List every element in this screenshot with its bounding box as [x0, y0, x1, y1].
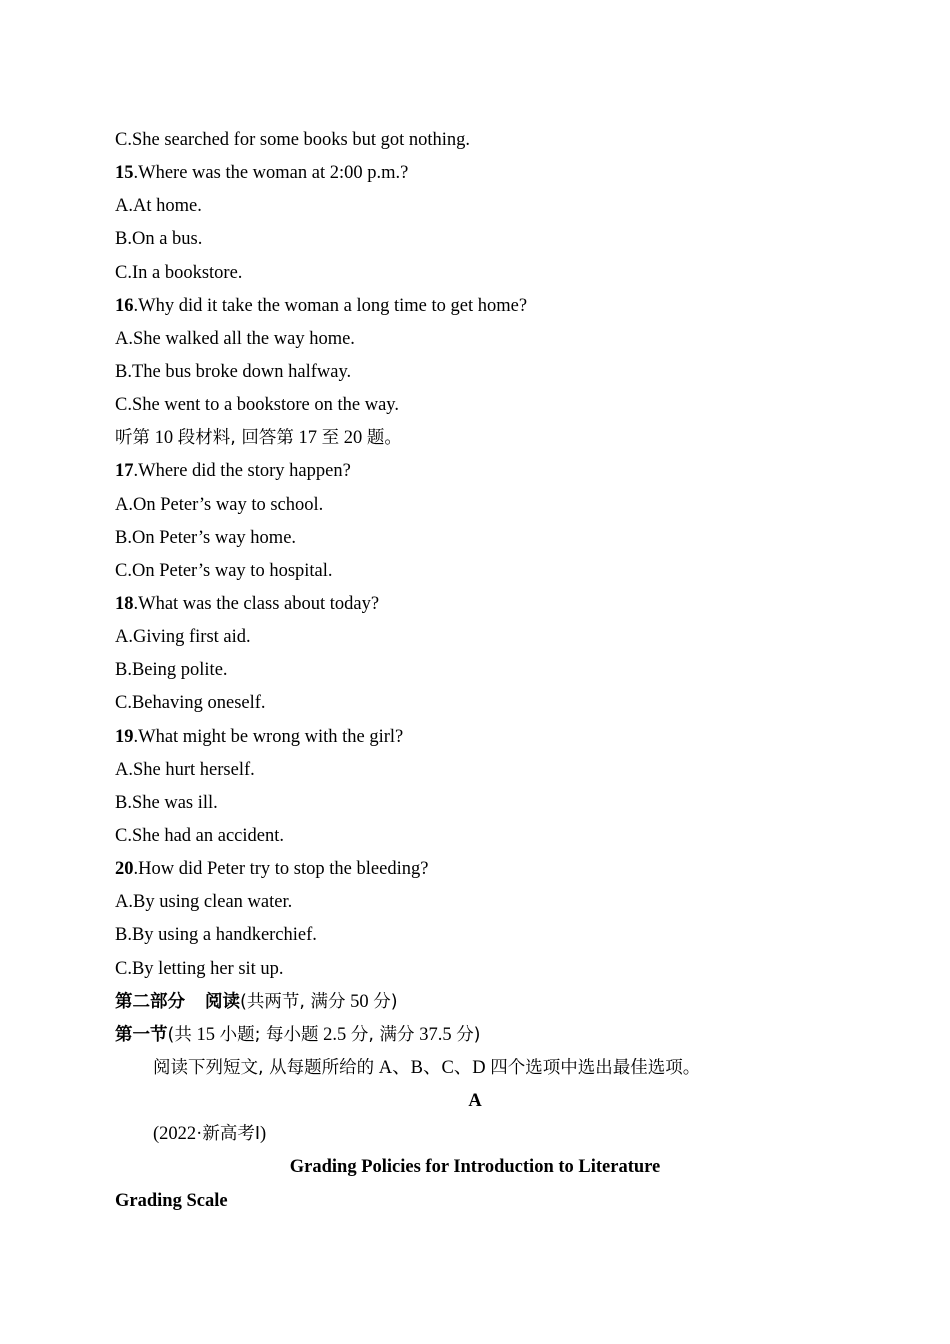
- q18-option-c: C.Behaving oneself.: [115, 693, 266, 714]
- question-18: [115, 588, 835, 621]
- q16-option-a: A.She walked all the way home.: [115, 328, 355, 349]
- question-number: 17: [115, 461, 134, 482]
- question-number: 20: [115, 859, 134, 880]
- question-19: [115, 721, 835, 754]
- q17-option-b: B.On Peter’s way home.: [115, 527, 297, 548]
- q16-option-c: C.She went to a bookstore on the way.: [115, 395, 399, 416]
- question-number: 18: [115, 593, 134, 614]
- question-text: .Why did it take the woman a long time to get home?: [133, 295, 528, 316]
- q15-option-b: B.On a bus.: [115, 229, 203, 250]
- q18-option-a: A.Giving first aid.: [115, 627, 251, 648]
- q17-option-c: C.On Peter’s way to hospital.: [115, 560, 333, 581]
- passage-source: (2022·新高考Ⅰ): [153, 1124, 267, 1145]
- passage-title: Grading Policies for Introduction to Literature: [289, 1157, 661, 1178]
- question-number: 19: [115, 726, 134, 747]
- q19-option-a: A.She hurt herself.: [115, 759, 255, 780]
- question-number: 15: [115, 163, 134, 184]
- question-text: .How did Peter try to stop the bleeding?: [133, 859, 429, 880]
- question-text: .Where was the woman at 2:00 p.m.?: [133, 163, 409, 184]
- question-text: .What was the class about today?: [133, 593, 380, 614]
- part2-heading: 第二部分 阅读(共两节, 满分 50 分): [115, 991, 398, 1012]
- question-20: [115, 853, 835, 886]
- q16-option-b: B.The bus broke down halfway.: [115, 361, 352, 382]
- q15-option-a: A.At home.: [115, 196, 202, 217]
- q20-option-c: C.By letting her sit up.: [115, 958, 284, 979]
- question-16: [115, 290, 835, 323]
- q15-option-c: C.In a bookstore.: [115, 262, 243, 283]
- listening-section-instruction: 听第 10 段材料, 回答第 17 至 20 题。: [115, 428, 402, 449]
- q19-option-c: C.She had an accident.: [115, 825, 285, 846]
- q18-option-b: B.Being polite.: [115, 660, 228, 681]
- q17-option-a: A.On Peter’s way to school.: [115, 494, 324, 515]
- question-text: .What might be wrong with the girl?: [133, 726, 404, 747]
- question-text: .Where did the story happen?: [133, 461, 351, 482]
- question-17: [115, 455, 835, 488]
- document-page: [115, 124, 835, 1218]
- reading-instruction: 阅读下列短文, 从每题所给的 A、B、C、D 四个选项中选出最佳选项。: [153, 1057, 701, 1078]
- question-15: [115, 157, 835, 190]
- q19-option-b: B.She was ill.: [115, 792, 218, 813]
- grading-scale-heading: Grading Scale: [115, 1190, 228, 1211]
- section1-heading: 第一节(共 15 小题; 每小题 2.5 分, 满分 37.5 分): [115, 1024, 481, 1045]
- q20-option-b: B.By using a handkerchief.: [115, 925, 317, 946]
- q20-option-a: A.By using clean water.: [115, 892, 293, 913]
- passage-label: A: [468, 1091, 482, 1112]
- question-number: 16: [115, 295, 134, 316]
- q14-option-c: C.She searched for some books but got nothing.: [115, 130, 471, 150]
